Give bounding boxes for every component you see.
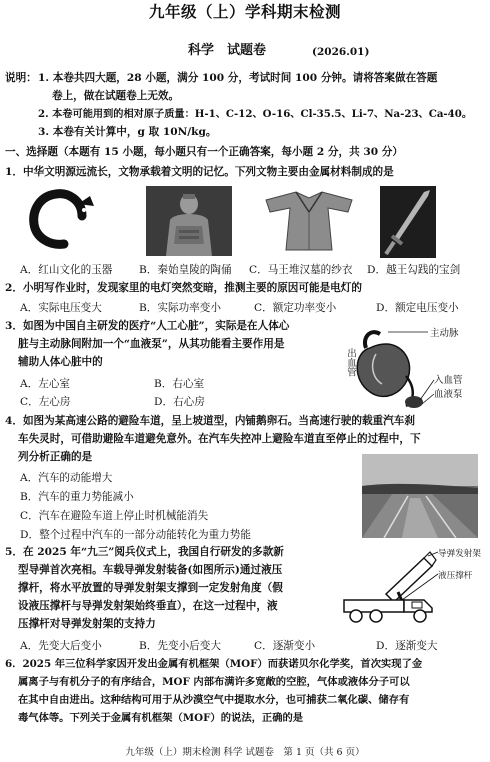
q3-option-a: A．左心室 bbox=[20, 378, 71, 390]
section-1-heading: 一、选择题（本题有 15 小题，每小题只有一个正确答案，每小题 2 分，共 30 分） bbox=[5, 146, 403, 158]
q1-option-c: C．马王堆汉墓的纱衣 bbox=[249, 264, 353, 276]
q2-option-d: D．额定电压变小 bbox=[376, 302, 459, 314]
q5-option-c: C．逐渐变小 bbox=[254, 640, 316, 652]
q3-line-2: 脏与主动脉间附加一个“血液泵”，从其功能看主要作用是 bbox=[18, 338, 285, 350]
missile-launcher-diagram bbox=[340, 546, 440, 628]
exam-date: (2026.01) bbox=[312, 46, 370, 58]
q3-option-c: C．左心房 bbox=[20, 396, 71, 408]
page-footer: 九年级（上）期末检测 科学 试题卷 第 1 页（共 6 页） bbox=[125, 747, 365, 758]
q1-stem: 1．中华文明源远流长，文物承载着文明的记忆。下列文物主要由金属材料制成的是 bbox=[5, 166, 394, 178]
q4-option-d: D．整个过程中汽车的一部分动能转化为重力势能 bbox=[20, 529, 251, 541]
jade-dragon-image bbox=[20, 186, 110, 254]
q4-line-3: 列分析正确的是 bbox=[18, 451, 93, 463]
label-pump: 血液泵 bbox=[434, 389, 463, 400]
q6-line-3: 在其中自由进出。这种结构可用于从沙漠空气中提取水分，也可捕获二氧化碳、储存有 bbox=[18, 694, 410, 706]
escape-lane-photo bbox=[362, 454, 478, 538]
q3-line-3: 辅助人体心脏中的 bbox=[18, 356, 103, 368]
q4-option-c: C．汽车在避险车道上停止时机械能消失 bbox=[20, 510, 209, 522]
bronze-sword-image bbox=[380, 186, 436, 258]
exam-title: 九年级（上）学科期末检测 bbox=[148, 3, 341, 21]
label-aorta: 主动脉 bbox=[430, 328, 459, 339]
q1-option-d: D．越王勾践的宝剑 bbox=[367, 264, 461, 276]
q5-option-a: A．先变大后变小 bbox=[20, 640, 102, 652]
q6-line-2: 属离子与有机分子的有序结合，MOF 内部布满许多宽敞的空腔，气体或液体分子可以 bbox=[18, 676, 410, 688]
q2-stem: 2．小明写作业时，发现家里的电灯突然变暗，推测主要的原因可能是电灯的 bbox=[5, 282, 362, 294]
q2-option-b: B．实际功率变小 bbox=[139, 302, 221, 314]
note-1-line-1: 1. 本卷共四大题，28 小题，满分 100 分，考试时间 100 分钟。请将答案做在答题 bbox=[38, 72, 438, 84]
q4-option-a: A．汽车的动能增大 bbox=[20, 472, 113, 484]
q5-line-1: 5．在 2025 年“九三”阅兵仪式上，我国自行研发的多款新 bbox=[5, 546, 284, 558]
terracotta-warrior-image bbox=[146, 186, 232, 256]
q5-line-2: 型导弹首次亮相。车载导弹发射装备(如图所示)通过液压 bbox=[18, 564, 283, 576]
q2-option-a: A．实际电压变大 bbox=[20, 302, 102, 314]
label-outlet: 出血管 bbox=[345, 348, 356, 377]
q3-option-b: B．右心室 bbox=[154, 378, 205, 390]
q1-option-a: A．红山文化的玉器 bbox=[20, 264, 113, 276]
q4-option-b: B．汽车的重力势能减小 bbox=[20, 491, 134, 503]
note-2: 2. 本卷可能用到的相对原子质量：H-1、C-12、O-16、Cl-35.5、Li-7、Na-23、Ca-40。 bbox=[38, 108, 473, 120]
q5-line-4: 设液压撑杆与导弹发射架始终垂直），在这一过程中，液 bbox=[18, 600, 278, 612]
note-3: 3. 本卷有关计算中，g 取 10N/kg。 bbox=[38, 126, 217, 138]
q5-line-5: 压撑杆对导弹发射架的支持力 bbox=[18, 618, 156, 630]
q3-line-1: 3．如图为中国自主研发的医疗“人工心脏”，实际是在人体心 bbox=[5, 320, 290, 332]
q3-option-d: D．右心房 bbox=[154, 396, 205, 408]
q4-line-1: 4．如图为某高速公路的避险车道，呈上坡道型，内铺鹅卵石。当高速行驶的载重汽车刹 bbox=[5, 415, 415, 427]
silk-robe-image bbox=[262, 186, 356, 254]
q4-line-2: 车失灵时，可借助避险车道避免意外。在汽车失控冲上避险车道直至停止的过程中，下 bbox=[18, 433, 421, 445]
q6-line-4: 毒气体等。下列关于金属有机框架（MOF）的说法，正确的是 bbox=[18, 712, 304, 724]
q5-line-3: 撑杆，将水平放置的导弹发射架支撑到一定发射角度（假 bbox=[18, 582, 283, 594]
q2-option-c: C．额定功率变小 bbox=[254, 302, 337, 314]
label-strut: 液压撑杆 bbox=[438, 571, 473, 581]
exam-subtitle: 科学 试题卷 bbox=[188, 43, 267, 58]
q6-line-1: 6．2025 年三位科学家因开发出金属有机框架（MOF）而获诺贝尔化学奖，首次实现了金 bbox=[5, 658, 423, 670]
q5-option-b: B．先变小后变大 bbox=[139, 640, 221, 652]
label-inlet: 入血管 bbox=[434, 375, 463, 386]
note-1-line-2: 卷上，做在试题卷上无效。 bbox=[52, 90, 180, 102]
notes-label: 说明： bbox=[5, 72, 37, 84]
q5-option-d: D．逐渐变大 bbox=[376, 640, 438, 652]
label-launcher: 导弹发射架 bbox=[438, 549, 481, 559]
q1-option-b: B．秦始皇陵的陶俑 bbox=[139, 264, 232, 276]
